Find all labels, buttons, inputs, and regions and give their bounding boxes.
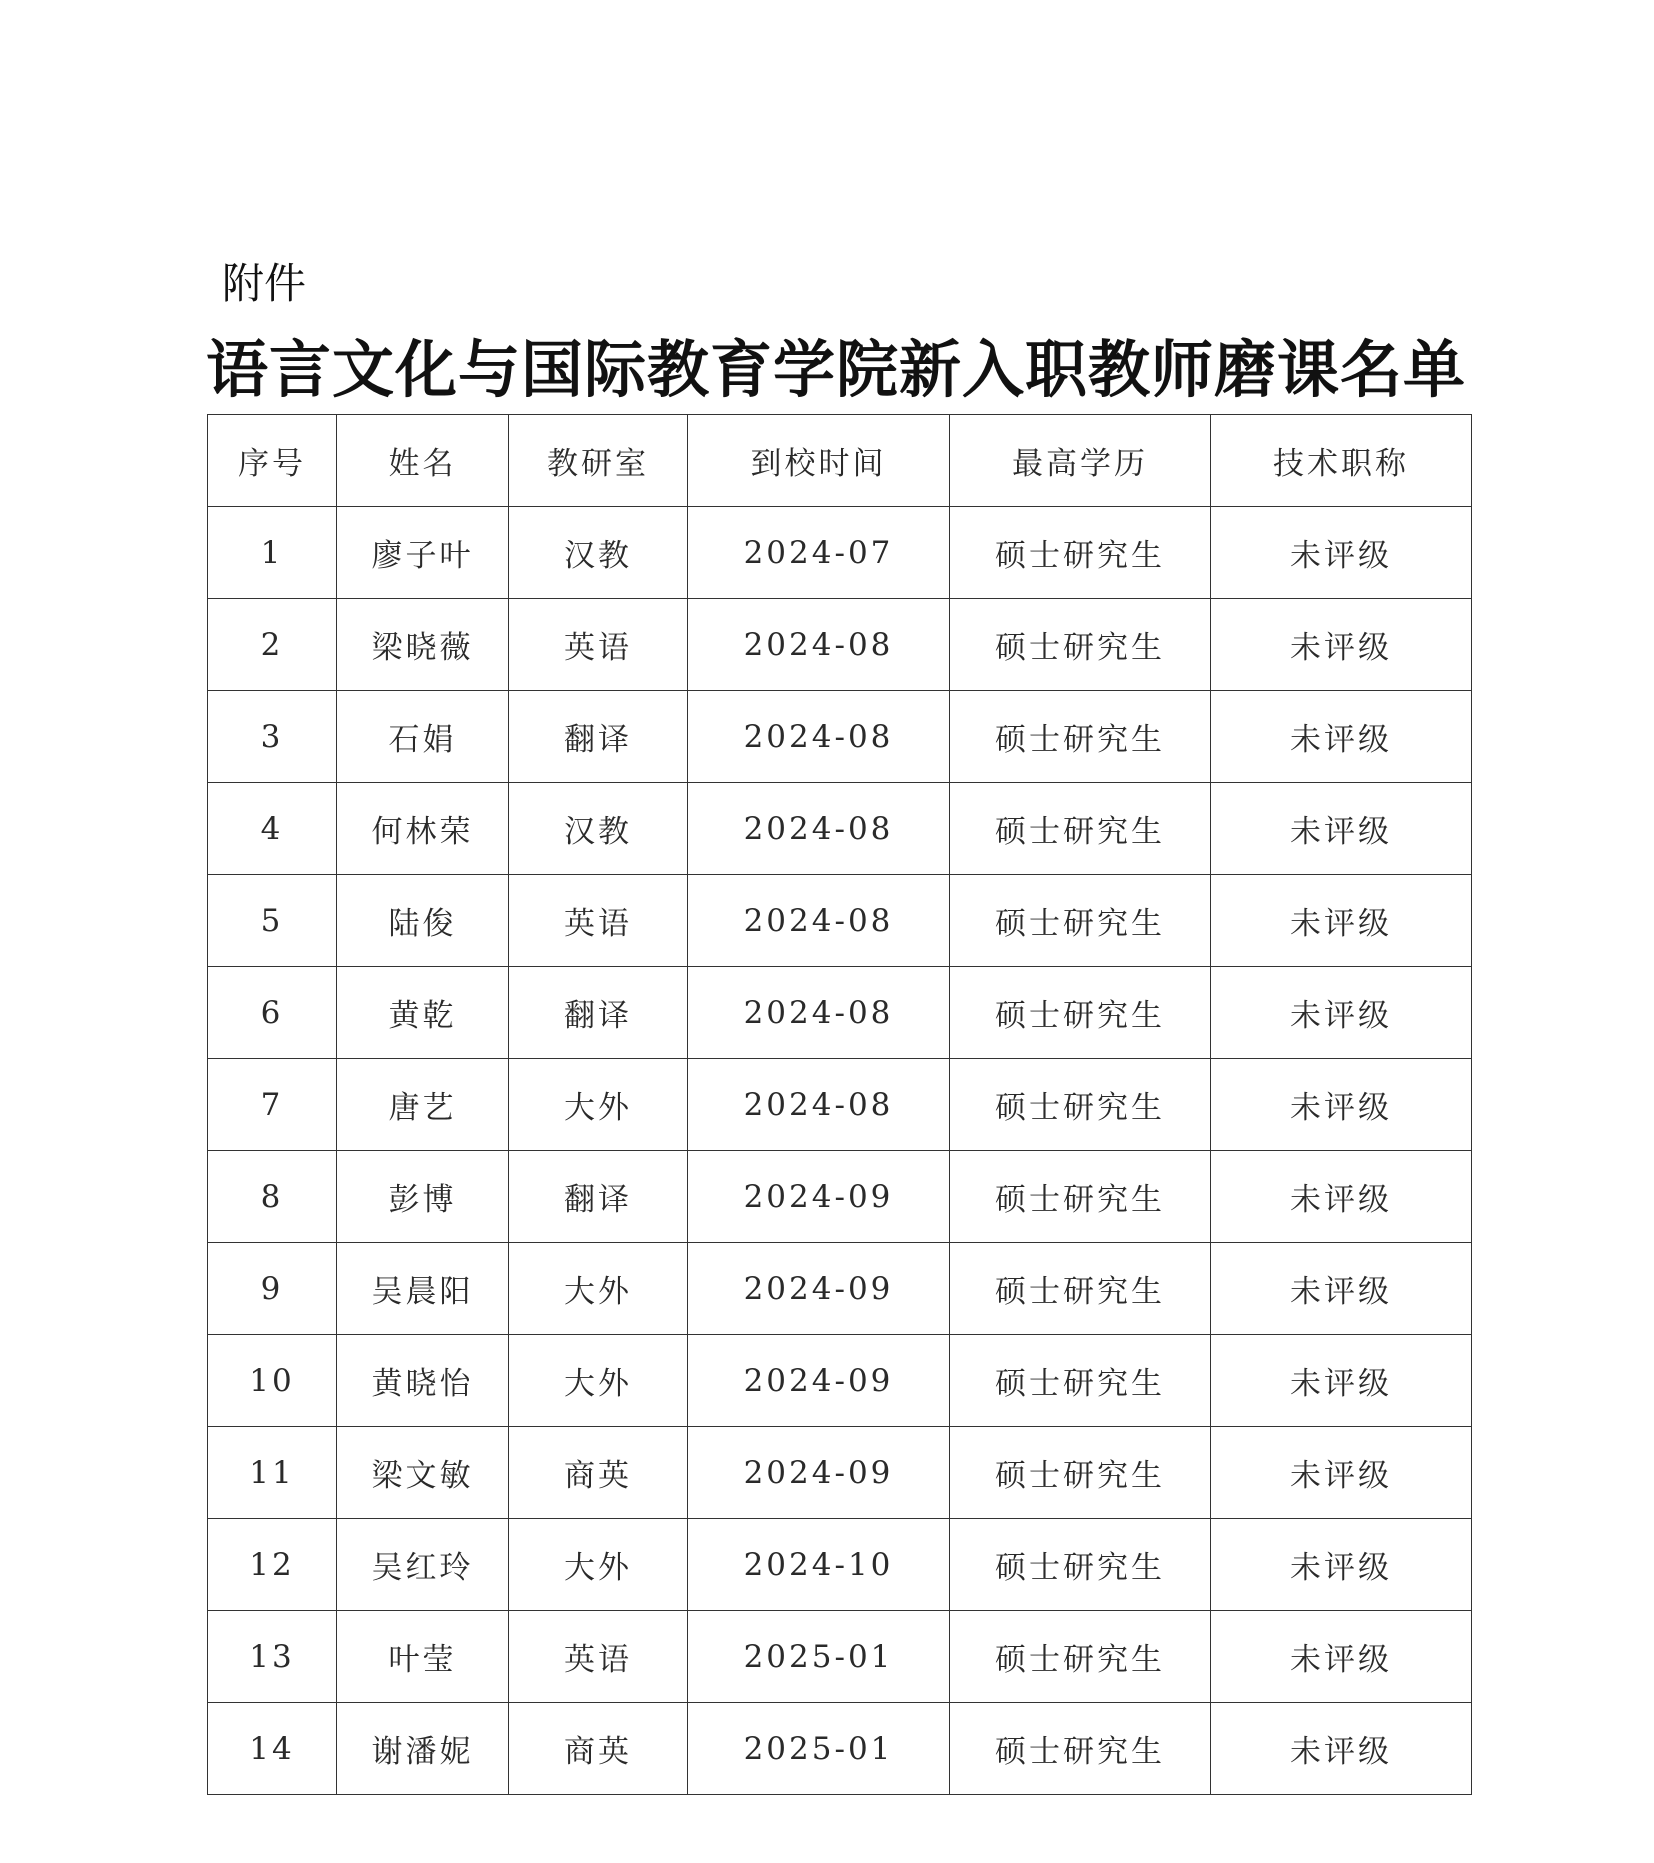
header-name: 姓名 [337, 415, 509, 507]
table-row [208, 1703, 1472, 1795]
cell-professional-title: 未评级 [1211, 1243, 1472, 1335]
cell-department: 汉教 [509, 783, 688, 875]
header-arrival-date: 到校时间 [688, 415, 950, 507]
cell-education: 硕士研究生 [950, 599, 1211, 691]
cell-education: 硕士研究生 [950, 875, 1211, 967]
cell-name: 何林荣 [337, 783, 509, 875]
cell-education: 硕士研究生 [950, 967, 1211, 1059]
cell-name: 吴晨阳 [337, 1243, 509, 1335]
cell-education: 硕士研究生 [950, 1151, 1211, 1243]
cell-professional-title: 未评级 [1211, 691, 1472, 783]
cell-seq: 5 [208, 875, 337, 967]
cell-seq: 3 [208, 691, 337, 783]
cell-department: 翻译 [509, 1151, 688, 1243]
cell-name: 彭博 [337, 1151, 509, 1243]
cell-education: 硕士研究生 [950, 1427, 1211, 1519]
cell-education: 硕士研究生 [950, 507, 1211, 599]
cell-department: 大外 [509, 1335, 688, 1427]
cell-name: 叶莹 [337, 1611, 509, 1703]
cell-department: 翻译 [509, 691, 688, 783]
cell-professional-title: 未评级 [1211, 1703, 1472, 1795]
cell-professional-title: 未评级 [1211, 1427, 1472, 1519]
cell-department: 英语 [509, 875, 688, 967]
cell-seq: 2 [208, 599, 337, 691]
cell-arrival-date: 2024-09 [688, 1243, 950, 1335]
cell-seq: 4 [208, 783, 337, 875]
cell-name: 梁晓薇 [337, 599, 509, 691]
cell-education: 硕士研究生 [950, 691, 1211, 783]
cell-department: 大外 [509, 1519, 688, 1611]
attachment-label: 附件 [222, 259, 307, 308]
cell-department: 翻译 [509, 967, 688, 1059]
cell-professional-title: 未评级 [1211, 1335, 1472, 1427]
cell-name: 黄乾 [337, 967, 509, 1059]
cell-department: 汉教 [509, 507, 688, 599]
cell-professional-title: 未评级 [1211, 507, 1472, 599]
cell-professional-title: 未评级 [1211, 967, 1472, 1059]
cell-name: 谢潘妮 [337, 1703, 509, 1795]
cell-education: 硕士研究生 [950, 1703, 1211, 1795]
cell-department: 商英 [509, 1703, 688, 1795]
cell-professional-title: 未评级 [1211, 1151, 1472, 1243]
header-seq: 序号 [208, 415, 337, 507]
cell-arrival-date: 2024-08 [688, 875, 950, 967]
cell-arrival-date: 2025-01 [688, 1703, 950, 1795]
cell-department: 大外 [509, 1243, 688, 1335]
cell-department: 英语 [509, 1611, 688, 1703]
cell-name: 黄晓怡 [337, 1335, 509, 1427]
table-row [208, 507, 1472, 599]
cell-department: 英语 [509, 599, 688, 691]
cell-professional-title: 未评级 [1211, 1611, 1472, 1703]
cell-education: 硕士研究生 [950, 1519, 1211, 1611]
cell-name: 陆俊 [337, 875, 509, 967]
cell-professional-title: 未评级 [1211, 875, 1472, 967]
cell-education: 硕士研究生 [950, 783, 1211, 875]
table-row [208, 783, 1472, 875]
table-row [208, 1335, 1472, 1427]
table-row [208, 875, 1472, 967]
cell-seq: 1 [208, 507, 337, 599]
cell-seq: 6 [208, 967, 337, 1059]
table-row [208, 1611, 1472, 1703]
cell-arrival-date: 2024-08 [688, 599, 950, 691]
cell-arrival-date: 2024-08 [688, 1059, 950, 1151]
table-row [208, 1243, 1472, 1335]
table-row [208, 1519, 1472, 1611]
cell-name: 唐艺 [337, 1059, 509, 1151]
cell-education: 硕士研究生 [950, 1243, 1211, 1335]
cell-department: 大外 [509, 1059, 688, 1151]
table-body [208, 507, 1472, 1795]
cell-arrival-date: 2024-09 [688, 1427, 950, 1519]
cell-arrival-date: 2024-08 [688, 691, 950, 783]
table-row [208, 1059, 1472, 1151]
header-professional-title: 技术职称 [1211, 415, 1472, 507]
cell-professional-title: 未评级 [1211, 1059, 1472, 1151]
cell-arrival-date: 2024-10 [688, 1519, 950, 1611]
cell-professional-title: 未评级 [1211, 1519, 1472, 1611]
cell-arrival-date: 2024-08 [688, 967, 950, 1059]
header-department: 教研室 [509, 415, 688, 507]
cell-name: 梁文敏 [337, 1427, 509, 1519]
cell-seq: 14 [208, 1703, 337, 1795]
table-row [208, 1427, 1472, 1519]
cell-seq: 12 [208, 1519, 337, 1611]
cell-arrival-date: 2024-09 [688, 1335, 950, 1427]
cell-professional-title: 未评级 [1211, 783, 1472, 875]
cell-education: 硕士研究生 [950, 1059, 1211, 1151]
cell-arrival-date: 2024-08 [688, 783, 950, 875]
cell-arrival-date: 2025-01 [688, 1611, 950, 1703]
cell-name: 廖子叶 [337, 507, 509, 599]
table-row [208, 967, 1472, 1059]
header-education: 最高学历 [950, 415, 1211, 507]
cell-arrival-date: 2024-09 [688, 1151, 950, 1243]
table-row [208, 691, 1472, 783]
teacher-roster-table [207, 414, 1472, 1795]
cell-education: 硕士研究生 [950, 1335, 1211, 1427]
cell-seq: 9 [208, 1243, 337, 1335]
cell-name: 石娟 [337, 691, 509, 783]
cell-seq: 13 [208, 1611, 337, 1703]
table-header-row [208, 415, 1472, 507]
cell-name: 吴红玲 [337, 1519, 509, 1611]
cell-seq: 8 [208, 1151, 337, 1243]
cell-professional-title: 未评级 [1211, 599, 1472, 691]
table-row [208, 599, 1472, 691]
cell-arrival-date: 2024-07 [688, 507, 950, 599]
table-row [208, 1151, 1472, 1243]
cell-seq: 11 [208, 1427, 337, 1519]
cell-seq: 10 [208, 1335, 337, 1427]
cell-seq: 7 [208, 1059, 337, 1151]
cell-education: 硕士研究生 [950, 1611, 1211, 1703]
document-title: 语言文化与国际教育学院新入职教师磨课名单 [206, 333, 1467, 406]
cell-department: 商英 [509, 1427, 688, 1519]
